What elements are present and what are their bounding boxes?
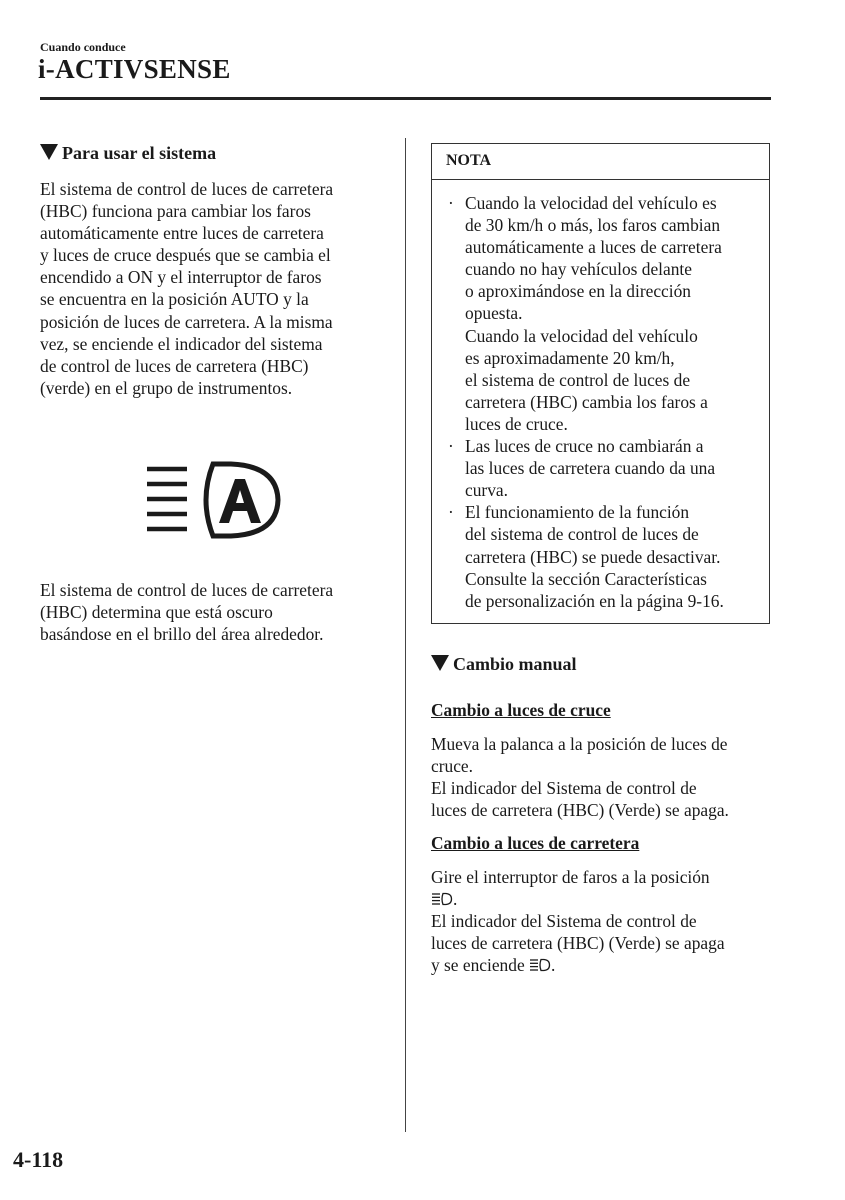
text-line: opuesta.	[465, 303, 523, 324]
paragraph-luces-carretera	[431, 866, 725, 976]
text-line: basándose en el brillo del área alrededor.	[40, 624, 324, 645]
text-line: El sistema de control de luces de carretera	[40, 580, 334, 600]
note-item	[446, 192, 766, 435]
paragraph-luces-cruce	[431, 733, 729, 821]
text-fragment: .	[551, 955, 556, 976]
paragraph-intro	[40, 178, 333, 399]
text-line: curva.	[465, 480, 508, 501]
text-line: cuando no hay vehículos delante	[465, 259, 692, 280]
text-line: (HBC) funciona para cambiar los faros	[40, 201, 311, 222]
subheading-luces-cruce: Cambio a luces de cruce	[431, 700, 611, 720]
text-line: luces de carretera (HBC) (Verde) se apaga.	[431, 800, 729, 821]
text-line: el sistema de control de luces de	[465, 369, 691, 390]
heading-text: Para usar el sistema	[62, 143, 217, 163]
text-line: luces de cruce.	[465, 413, 568, 434]
auto-high-beam-icon	[145, 460, 285, 542]
text-fragment: y se enciende	[431, 955, 530, 976]
text-line: Las luces de cruce no cambiarán a	[465, 436, 704, 457]
heading-para-usar	[40, 143, 216, 164]
text-line: carretera (HBC) cambia los faros a	[465, 391, 708, 412]
text-line	[431, 888, 725, 910]
text-line: y luces de cruce después que se cambia el	[40, 245, 331, 266]
text-line: del sistema de control de luces de	[465, 524, 699, 545]
text-line: Cuando la velocidad del vehículo	[465, 325, 698, 346]
text-line: encendido a ON y el interruptor de faros	[40, 267, 322, 288]
text-line: El funcionamiento de la función	[465, 502, 690, 523]
note-items	[446, 192, 766, 612]
page-number: 4-118	[13, 1147, 64, 1172]
text-line: o aproximándose en la dirección	[465, 281, 691, 302]
text-line: cruce.	[431, 756, 473, 777]
text-fragment: .	[453, 889, 458, 910]
text-line: de personalización en la página 9-16.	[465, 590, 724, 611]
bullet-icon: ·	[448, 502, 454, 523]
note-item	[446, 435, 766, 501]
text-line: Cuando la velocidad del vehículo es	[465, 193, 717, 213]
header-rule	[40, 97, 771, 100]
heading-cambio-manual	[431, 654, 577, 675]
section-label: Cuando conduce	[40, 40, 126, 54]
text-line: El sistema de control de luces de carretera	[40, 179, 334, 199]
text-line: las luces de carretera cuando da una	[465, 458, 716, 479]
text-line	[431, 954, 725, 976]
text-line: es aproximadamente 20 km/h,	[465, 347, 675, 368]
bullet-icon: ·	[448, 193, 454, 213]
text-line: de 30 km/h o más, los faros cambian	[465, 215, 721, 236]
text-line: Mueva la palanca a la posición de luces de	[431, 734, 728, 754]
text-line: carretera (HBC) se puede desactivar.	[465, 546, 721, 567]
text-line: vez, se enciende el indicador del sistema	[40, 333, 323, 354]
note-item	[446, 501, 766, 611]
heading-text: Cambio manual	[453, 654, 577, 674]
text-line: automáticamente entre luces de carretera	[40, 223, 324, 244]
text-line: (HBC) determina que está oscuro	[40, 602, 273, 623]
text-line: Consulte la sección Características	[465, 568, 707, 589]
text-line: (verde) en el grupo de instrumentos.	[40, 377, 293, 398]
text-line: Gire el interruptor de faros a la posición	[431, 867, 710, 887]
text-line: de control de luces de carretera (HBC)	[40, 355, 309, 376]
triangle-marker-icon	[431, 655, 449, 671]
high-beam-icon	[529, 958, 551, 972]
triangle-marker-icon	[40, 144, 58, 160]
note-title: NOTA	[432, 144, 769, 180]
text-line: posición de luces de carretera. A la misma	[40, 311, 333, 332]
page-title: i-ACTIVSENSE	[38, 54, 231, 84]
subheading-luces-carretera: Cambio a luces de carretera	[431, 833, 640, 853]
high-beam-icon	[431, 892, 453, 906]
text-line: El indicador del Sistema de control de	[431, 778, 697, 799]
paragraph-darkness	[40, 579, 333, 645]
text-line: automáticamente a luces de carretera	[465, 237, 722, 258]
bullet-icon: ·	[448, 436, 454, 457]
text-line: luces de carretera (HBC) (Verde) se apaga	[431, 933, 725, 954]
column-divider	[405, 138, 406, 1132]
text-line: El indicador del Sistema de control de	[431, 911, 697, 932]
text-line: se encuentra en la posición AUTO y la	[40, 289, 309, 310]
